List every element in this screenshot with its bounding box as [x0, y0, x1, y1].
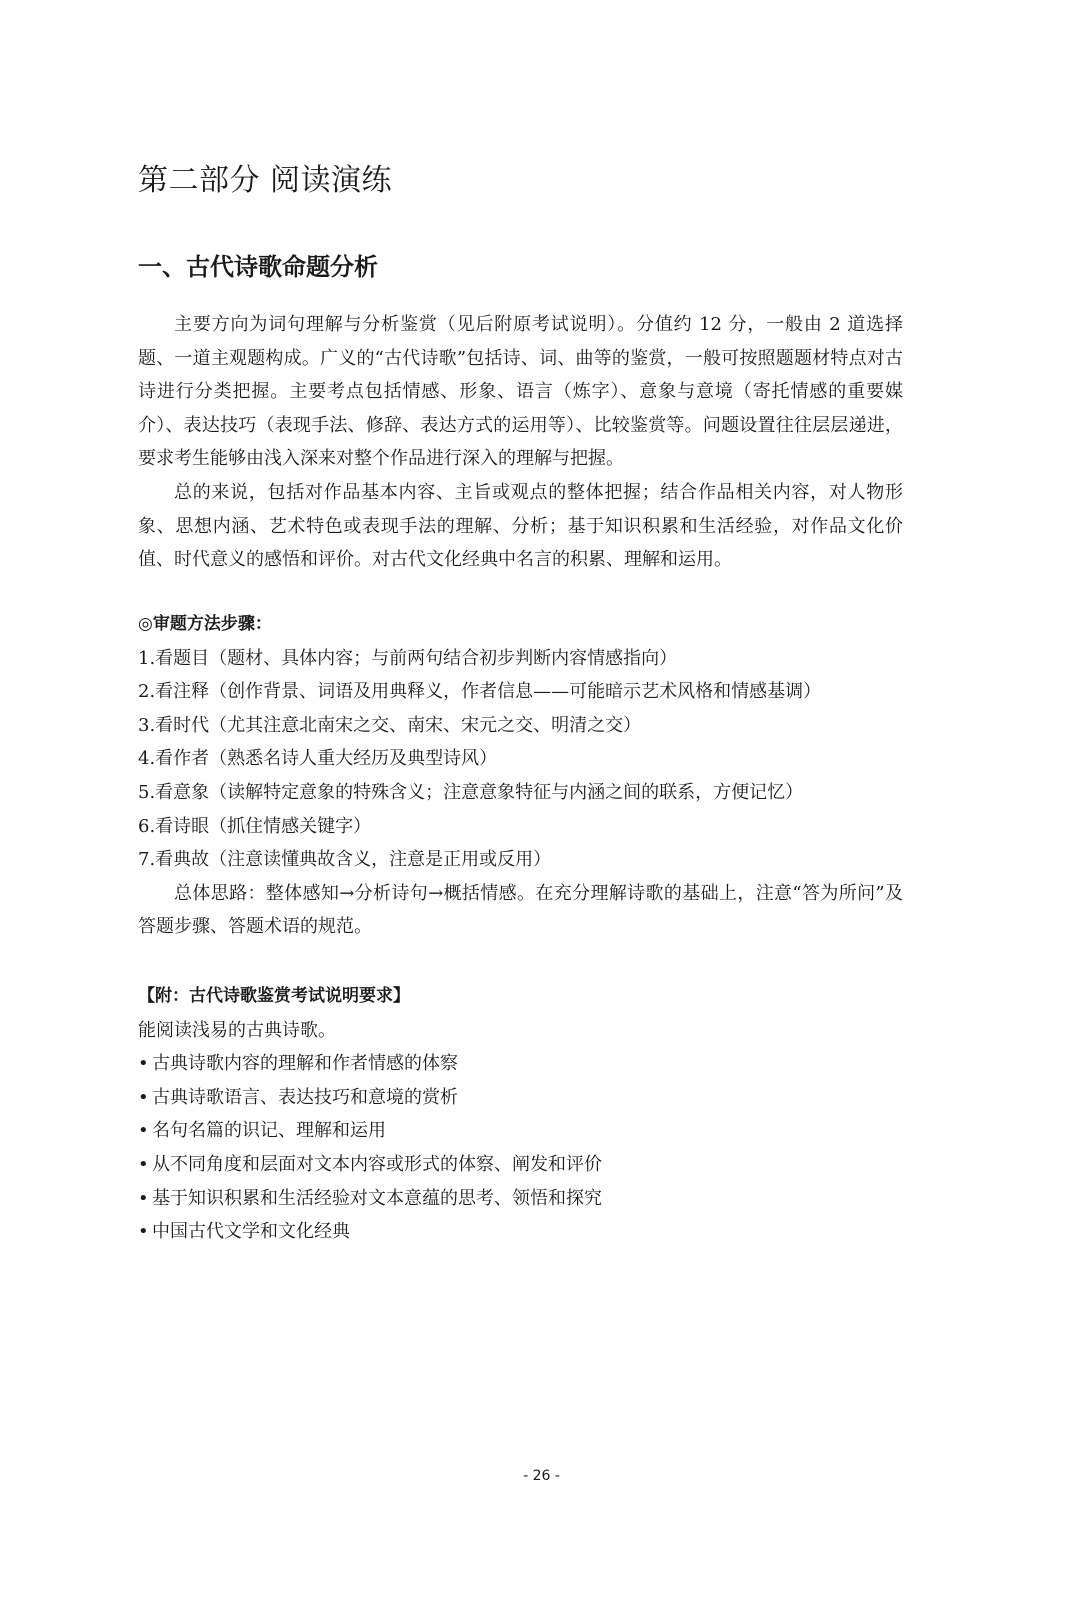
intro-paragraph-1: 主要方向为词句理解与分析鉴赏（见后附原考试说明）。分值约 12 分，一般由 2 道选择题、一道主观题构成。广义的“古代诗歌”包括诗、词、曲等的鉴赏，一般可按照题题材特点对古诗进行分类把握。主要考点包括情感、形象、语言（炼字）、意象与意境（寄托情感的重要媒介）、表达技巧（表现手法、修辞、表达方式的运用等）、比较鉴赏等。问题设置往往层层递进，要求考生能够由浅入深来对整个作品进行深入的理解与把握。 [138, 314, 903, 470]
appendix-item: • 古典诗歌语言、表达技巧和意境的赏析 [138, 1081, 903, 1115]
appendix-section [138, 980, 903, 1249]
method-step: 5.看意象（读解特定意象的特殊含义；注意意象特征与内涵之间的联系，方便记忆） [138, 781, 804, 803]
section-title: 一、古代诗歌命题分析 [138, 253, 378, 281]
method-step: 2.看注释（创作背景、词语及用典释义，作者信息——可能暗示艺术风格和情感基调） [138, 681, 822, 703]
method-steps-list [138, 642, 903, 877]
intro-section [138, 308, 903, 577]
appendix-lead: 能阅读浅易的古典诗歌。 [138, 1019, 336, 1041]
appendix-heading: 【附：古代诗歌鉴赏考试说明要求】 [138, 986, 410, 1006]
method-summary: 总体思路：整体感知→分析诗句→概括情感。在充分理解诗歌的基础上，注意“答为所问”及答题步骤、答题术语的规范。 [138, 882, 903, 938]
appendix-item: • 古典诗歌内容的理解和作者情感的体察 [138, 1047, 903, 1081]
method-section [138, 608, 903, 944]
method-step: 7.看典故（注意读懂典故含义，注意是正用或反用） [138, 849, 552, 871]
method-step: 1.看题目（题材、具体内容；与前两句结合初步判断内容情感指向） [138, 647, 678, 669]
appendix-requirements-list [138, 1047, 903, 1249]
part-title: 第二部分 阅读演练 [138, 163, 393, 198]
appendix-item: • 中国古代文学和文化经典 [138, 1215, 903, 1249]
method-step: 3.看时代（尤其注意北南宋之交、南宋、宋元之交、明清之交） [138, 714, 642, 736]
page-number: - 26 - [523, 1468, 560, 1484]
intro-paragraph-2: 总的来说，包括对作品基本内容、主旨或观点的整体把握；结合作品相关内容，对人物形象、思想内涵、艺术特色或表现手法的理解、分析；基于知识积累和生活经验，对作品文化价值、时代意义的感悟和评价。对古代文化经典中名言的积累、理解和运用。 [138, 481, 903, 571]
appendix-item: • 名句名篇的识记、理解和运用 [138, 1114, 903, 1148]
method-step: 6.看诗眼（抓住情感关键字） [138, 815, 372, 837]
method-heading: ◎审题方法步骤： [138, 614, 272, 634]
appendix-item: • 基于知识积累和生活经验对文本意蕴的思考、领悟和探究 [138, 1182, 903, 1216]
method-step: 4.看作者（熟悉名诗人重大经历及典型诗风） [138, 748, 498, 770]
appendix-item: • 从不同角度和层面对文本内容或形式的体察、阐发和评价 [138, 1148, 903, 1182]
